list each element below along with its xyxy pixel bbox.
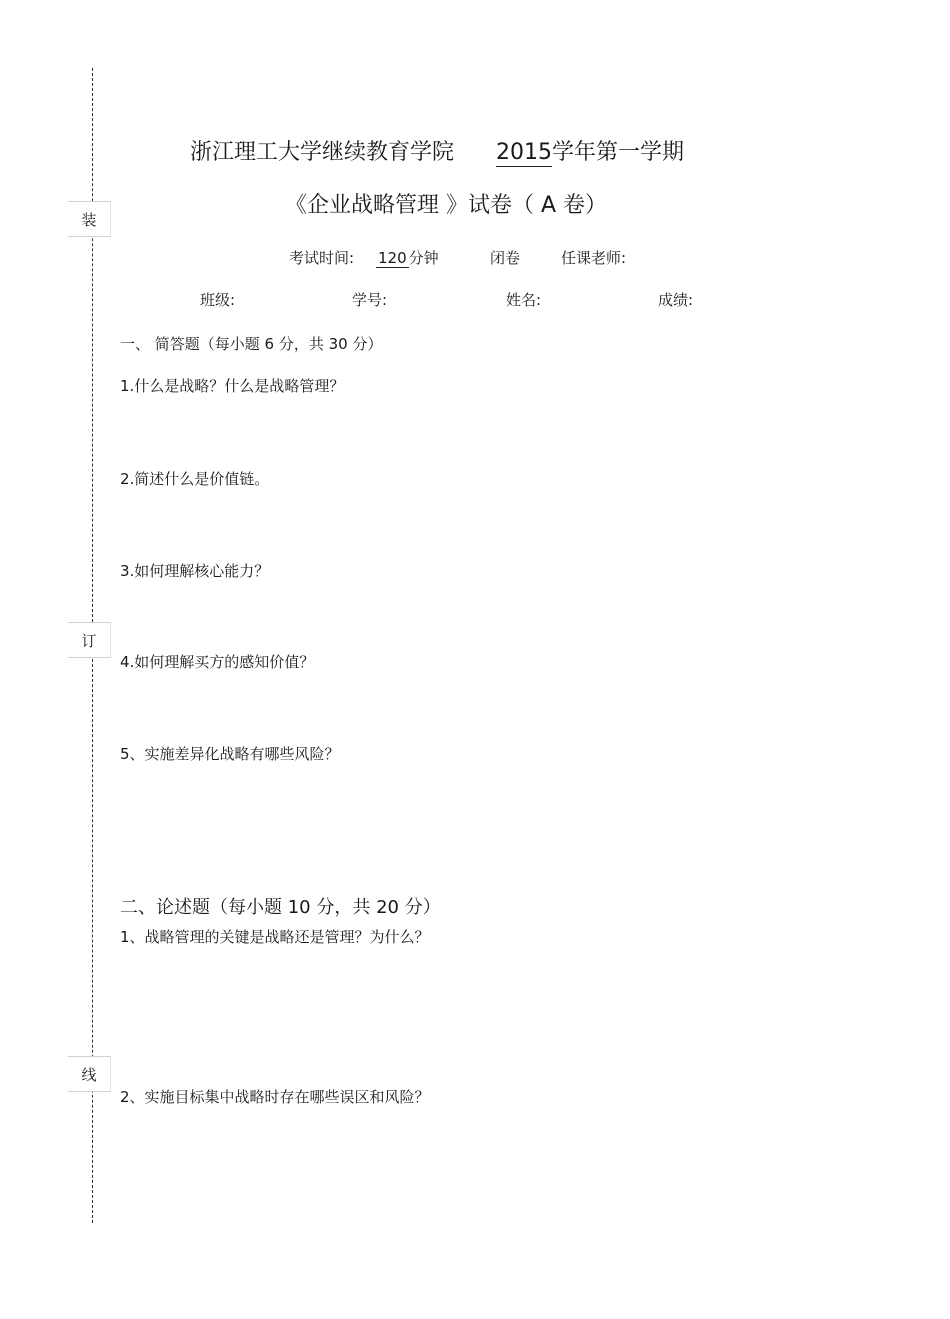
question-1-2: 2.简述什么是价值链。 [120, 470, 270, 488]
question-1-4: 4.如何理解买方的感知价值？ [120, 653, 315, 671]
class-field-label: 班级: [200, 291, 236, 309]
exam-title [190, 135, 684, 167]
exam-type: 闭卷 [490, 249, 521, 267]
exam-time-label: 考试时间: [289, 249, 355, 267]
question-1-5: 5、实施差异化战略有哪些风险？ [120, 745, 340, 763]
exam-term: 学年第一学期 [552, 140, 685, 165]
binding-mark-zhuang: 装 [68, 201, 111, 237]
exam-year: 2015 [496, 140, 553, 165]
teacher-label: 任课老师: [561, 249, 627, 267]
exam-time [376, 247, 439, 268]
binding-mark-xian: 线 [68, 1056, 111, 1092]
course-title: 《企业战略管理 》试卷（ A 卷） [285, 193, 608, 218]
exam-time-unit: 分钟 [408, 249, 439, 267]
binding-mark-ding: 订 [68, 622, 111, 658]
exam-time-value: 120 [378, 249, 407, 267]
name-field-label: 姓名: [506, 291, 542, 309]
question-1-3: 3.如何理解核心能力？ [120, 562, 270, 580]
section-1-heading: 一、 简答题（每小题 6 分，共 30 分） [120, 335, 383, 353]
question-2-2: 2、实施目标集中战略时存在哪些误区和风险？ [120, 1088, 430, 1106]
question-1-1: 1.什么是战略？什么是战略管理？ [120, 377, 345, 395]
section-2-heading: 二、论述题（每小题 10 分，共 20 分） [120, 897, 441, 918]
student-no-field-label: 学号: [352, 291, 388, 309]
question-2-1: 1、战略管理的关键是战略还是管理？为什么？ [120, 928, 430, 946]
school-name: 浙江理工大学继续教育学院 [190, 140, 455, 165]
score-field-label: 成绩: [658, 291, 694, 309]
